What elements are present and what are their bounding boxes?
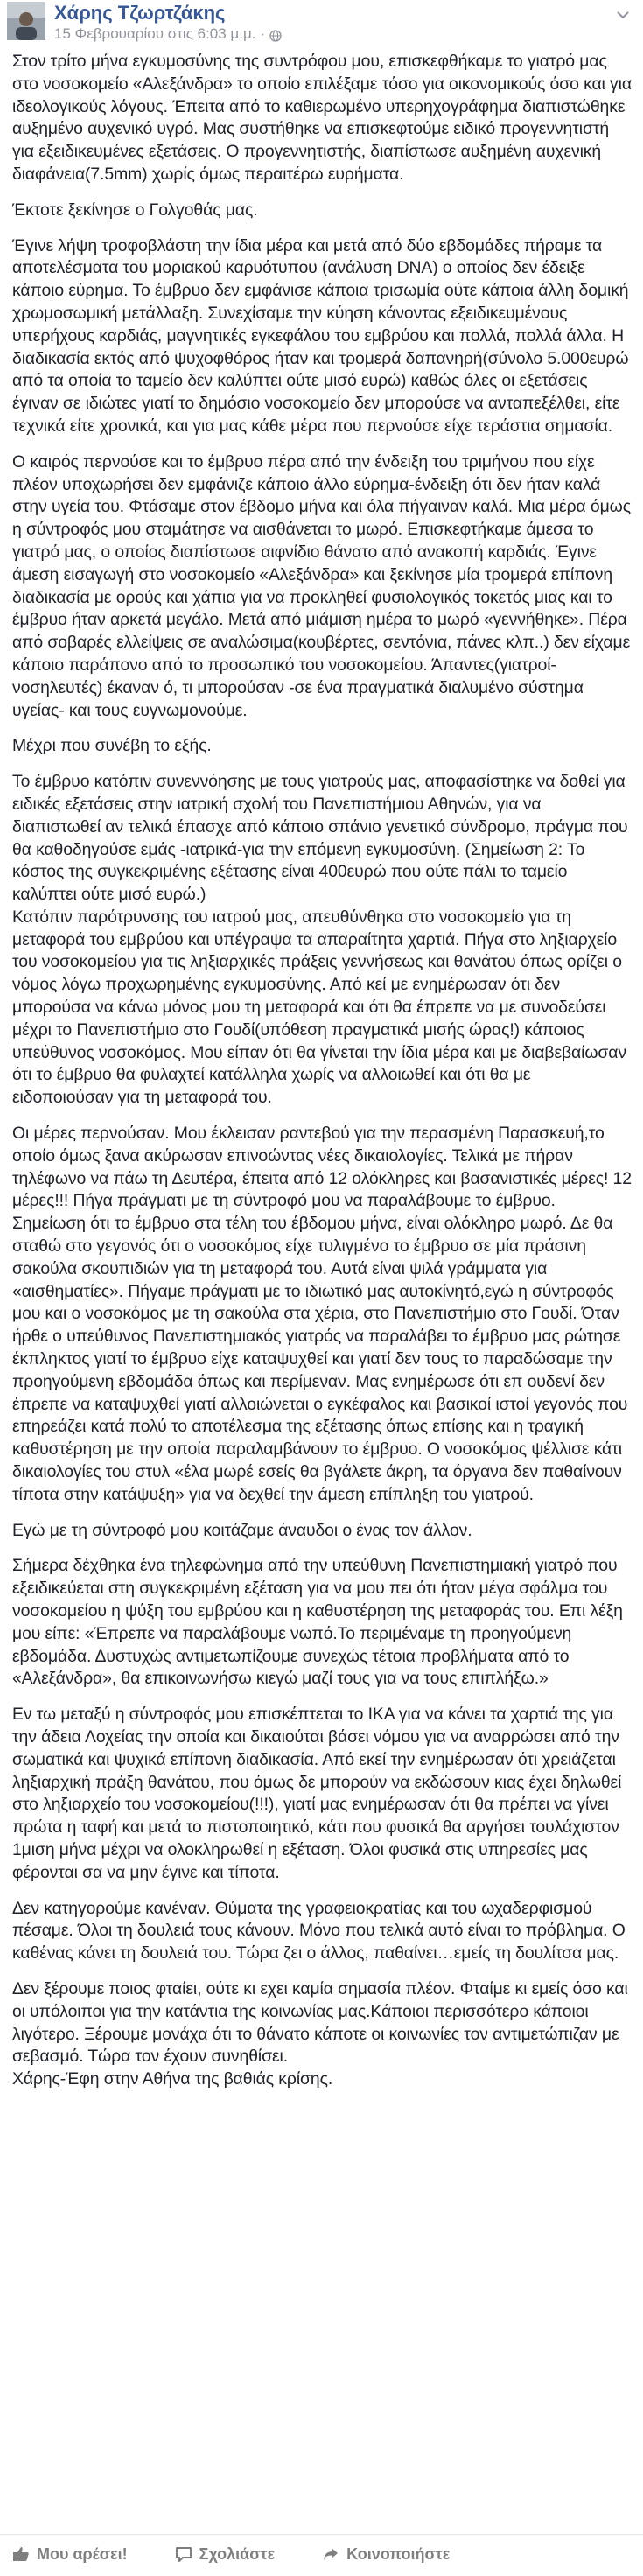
post-header <box>0 0 643 54</box>
post-timestamp[interactable]: 15 Φεβρουαρίου στις 6:03 μ.μ. <box>54 25 256 42</box>
post-paragraph: Στον τρίτο μήνα εγκυμοσύνης της συντρόφου μου, επισκεφθήκαμε το γιατρό μας στο νοσοκομείο «Αλεξάνδρα» το οποίο επιλέξαμε τόσο για οικονομικούς όσο και για ιδεολογικούς λόγους. Έπειτα από το καθιερωμένο υπερηχογράφημα διαπιστώθηκε αυξημένο αυχενικό υγρό. Μας συστήθηκε να επισκεφτούμε ειδικό προγεννητιστή για εξειδικευμένες εξετάσεις. Ο προγεννητιστής, διαπίστωσε αυξημένη αυχενική διαφάνεια(7.5mm) χωρίς όμως περαιτέρω ευρήματα. <box>12 52 632 184</box>
post-paragraph: Δεν κατηγορούμε κανέναν. Θύματα της γραφειοκρατίας και του ωχαδερφισμού πέσαμε. Όλοι τη δουλειά τους κάνουν. Μόνο που τελικά αυτό είναι το πρόβλημα. Ο καθένας κάνει τη δουλειά του. Τώρα ζει ο άλλος, παθαίνει…εμείς τη δουλίτσα μας. <box>12 1898 626 1964</box>
author-name[interactable]: Χάρης Τζωρτζάκης <box>54 2 226 24</box>
avatar-photo-icon <box>7 2 45 40</box>
author-block <box>54 2 282 44</box>
post-body <box>12 51 632 2104</box>
post-paragraph: Έγινε λήψη τροφοβλάστη την ίδια μέρα και μετά από δύο εβδομάδες πήραμε τα αποτελέσματα του μοριακού καρυότυπου (ανάλυση DNA) ο οποίος δεν έδειξε κάποιο εύρημα. Το έμβρυο δεν εμφάνισε κάποια τρισωμία ούτε κάποια άλλη δομική χρωμοσωμική μετάλλαξη. Συνεχίσαμε την κύηση κάνοντας εξειδικευμένους υπερήχους καρδιάς, μαγνητικές εγκεφάλου του εμβρύου και πολλά, πολλά άλλα. Η διαδικασία εκτός από ψυχοφθόρος ήταν και τρομερά δαπανηρή(σύνολο 5.000ευρώ από τα οποία το ταμείο δεν καλύπτει ούτε μισό ευρώ) καθώς όλες οι εξετάσεις έγιναν σε ιδιώτες γιατί το δημόσιο νοσοκομείο δεν μπορούσε να ανταπεξέλθει, είτε τεχνικά είτε χρονικά, και για μας κάθε μέρα που περνούσε είχε τεράστια σημασία. <box>12 235 629 436</box>
post-paragraph: Εν τω μεταξύ η σύντροφός μου επισκέπτεται το ΙΚΑ για να κάνει τα χαρτιά της για την άδεια Λοχείας την οποία και δικαιούται βάσει νόμου για να αναρρώσει από την σωματικά και ψυχικά επίπονη διαδικασία. Από εκεί την ενημέρωσαν ότι χρειάζεται ληξιαρχική πράξη θανάτου, που όμως δε μπορούν να εκδώσουν κιας έχει δηλωθεί στο ληξιαρχείο του νοσοκομείου(!!!), γιατί μας ενημέρωσαν ότι θα πρέπει να γίνει πρώτα η ταφή και μετά το πιστοποιητικό, κάτι που φυσικά θα αργήσει τουλάχιστον 1μιση μήνα μέχρι να ολοκληρωθεί η εξέταση. Όλοι φυσικά στις υπηρεσίες μας φέρονται σα να μην έγινε και τίποτα. <box>12 1704 622 1882</box>
post-paragraph: Οι μέρες περνούσαν. Μου έκλεισαν ραντεβού για την περασμένη Παρασκευή,το οποίο όμως ξανα ακύρωσαν επινοώντας νέες δικαιολογίες. Τελικά με πήραν τηλέφωνο να πάω τη Δευτέρα, έπειτα από 12 ολόκληρες και βασανιστικές μέρες! 12 μέρες!!! Πήγα πράγματι με τη σύντροφό μου να παραλάβουμε το έμβρυο. Σημείωση ότι το έμβρυο στα τέλη του έβδομου μήνα, είναι ολόκληρο μωρό. Δε θα σταθώ στο γεγονός ότι ο νοσοκόμος είχε τυλιγμένο το έμβρυο σε μία πράσινη σακούλα σκουπιδιών για τη μεταφορά του. Αυτά είναι ψιλά γράμματα για «αισθηματίες». Πήγαμε πράγματι με το ιδιωτικό μας αυτοκίνητό,εγώ η σύντροφός μου και ο νοσοκόμος με τη σακούλα στα χέρια, στο Πανεπιστήμιο στο Γουδί. Όταν ήρθε ο υπεύθυνος Πανεπιστημιακός γιατρός να παραλάβει το έμβρυο μας ρώτησε έκπληκτος γιατί το έμβρυο είχε καταψυχθεί και γιατί δεν τους το παραδώσαμε την προηγούμενη εβδομάδα όπως και περίμεναν. Μας ενημέρωσε ότι επ ουδενί δεν έπρεπε να καταψυχθεί γιατί αλλοιώνεται ο εγκέφαλος και βασικοί ιστοί γεγονός που επηρεάζει κατά πολύ το αποτέλεσμα της εξέτασης όπως επίσης και η τραγική καθυστέρηση με την οποία παραλαμβάνουν το έμβρυο. Ο νοσοκόμος ψέλλισε κάτι δικαιολογίες του στυλ «έλα μωρέ εσείς θα βγάλετε άκρη, τα όργανα δεν παθαίνουν τίποτα στην κατάψυξη» για να δεχθεί την άμεση επίπληξη του γιατρού. <box>12 1124 632 1504</box>
thumbs-up-icon <box>12 2545 30 2563</box>
post-paragraph: Έκτοτε ξεκίνησε ο Γολγοθάς μας. <box>12 200 258 220</box>
post-paragraph: Ο καιρός περνούσε και το έμβρυο πέρα από την ένδειξη του τριμήνου που είχε πλέον υποχωρήσει δεν εμφάνιζε κάποιο άλλο εύρημα-ένδειξη ότι δεν ήταν καλά στην υγεία του. Φτάσαμε στον έβδομο μήνα και όλα πήγαιναν καλά. Μια μέρα όμως η σύντροφός μου σταμάτησε να αισθάνεται το μωρό. Επισκεφτήκαμε άμεσα το γιατρό μας, ο οποίος διαπίστωσε αιφνίδιο θάνατο από ανακοπή καρδιάς. Έγινε άμεση εισαγωγή στο νοσοκομείο «Αλεξάνδρα» και ξεκίνησε μία τρομερά επίπονη διαδικασία με ορούς και χάπια για να προκληθεί φυσιολογικός τοκετός μιας και το έμβρυο ήταν αρκετά μεγάλο. Μετά από μιάμιση ημέρα το μωρό «γεννήθηκε». Πέρα από σοβαρές ελλείψεις σε αναλώσιμα(κουβέρτες, σεντόνια, πάνες κλπ..) δεν είχαμε κάποιο παράπονο από το προσωπικό του νοσοκομείου. Άπαντες(γιατροί-νοσηλευτές) έκαναν ό, τι μπορούσαν -σε ένα πραγματικά διαλυμένο σύστημα υγείας- και τους ευγνωμονούμε. <box>12 452 631 720</box>
like-button[interactable] <box>12 2545 128 2564</box>
author-avatar[interactable] <box>7 2 45 40</box>
meta-separator: · <box>260 25 266 42</box>
share-icon <box>322 2545 339 2563</box>
post-paragraph: Εγώ με τη σύντροφό μου κοιτάζαμε άναυδοι ο ένας τον άλλον. <box>12 1520 472 1540</box>
comment-icon <box>175 2545 192 2563</box>
chevron-down-icon[interactable] <box>613 5 633 24</box>
post-paragraph: Μέχρι που συνέβη το εξής. <box>12 736 212 756</box>
globe-icon[interactable] <box>269 28 282 40</box>
post-paragraph: Σήμερα δέχθηκα ένα τηλεφώνημα από την υπεύθυνη Πανεπιστημιακή γιατρό που εξειδικεύεται στη συγκεκριμένη εξέταση για να μου πει ότι ήταν μέγα σφάλμα του νοσοκομείου η ψύξη του εμβρύου και η καθυστέρηση της μεταφοράς του. Επι λέξη μου είπε: «Έπρεπε να παραλάβουμε νωπό.Το περιμέναμε τη προηγούμενη εβδομάδα. Δυστυχώς αντιμετωπίζουμε συνεχώς τέτοια προβλήματα από το «Αλεξάνδρα», θα επικοινωνήσω κιεγώ μαζί τους για να τους επιπλήξω.» <box>12 1556 623 1689</box>
post-meta <box>54 24 282 44</box>
comment-label: Σχολιάστε <box>199 2544 276 2563</box>
post-paragraph: Δεν ξέρουμε ποιος φταίει, ούτε κι εχει καμία σημασία πλέον. Φταίμε κι εμείς όσο και οι υπόλοιποι για την κατάντια της κοινωνίας μας.Κάποιοι περισσότερο κάποιοι λιγότερο. Ξέρουμε μονάχα ότι το θάνατο κάποτε οι κοινωνίες τον αντιμετώπιζαν με σεβασμό. Τώρα τον έχουν συνηθίσει. Χάρης-Έφη στην Αθήνα της βαθιάς κρίσης. <box>12 1978 628 2090</box>
like-label: Μου αρέσει! <box>37 2544 128 2563</box>
comment-button[interactable] <box>175 2545 275 2564</box>
post-paragraph: Το έμβρυο κατόπιν συνεννόησης με τους γιατρούς μας, αποφασίστηκε να δοθεί για ειδικές εξετάσεις στην ιατρική σχολή του Πανεπιστήμιου Αθηνών, για να διαπιστωθεί αν τελικά έπασχε από κάποιο σπάνιο γενετικό σύνδρομο, πράγμα που θα καθοδηγούσε εμάς -ιατρικά-για την επόμενη εγκυμοσύνη. (Σημείωση 2: Το κόστος της συγκεκριμένης εξέτασης είναι 400ευρώ που ούτε πάλι το ταμείο καλύπτει ούτε μισό ευρώ.) Κατόπιν παρότρυνσης του ιατρού μας, απευθύνθηκα στο νοσοκομείο για τη μεταφορά του εμβρύου και υπέγραψα τα απαραίτητα χαρτιά. Πήγα στο ληξιαρχείο του νοσοκομείου για τις ληξιαρχικές πράξεις γεννήσεως και θανάτου όπως ορίζει ο νόμος λόγω προχωρημένης εγκυμοσύνης. Από κεί με ενημέρωσαν ότι δεν μπορούσα να κάνω μόνος μου τη μεταφορά και ότι θα έπρεπε να με συνοδεύσει μέχρι το Πανεπιστήμιο στο Γουδί(υπόθεση πραγματικά μισής ώρας!) κάποιος υπεύθυνος νοσοκόμος. Μου είπαν ότι θα γίνεται την ίδια μέρα και με διαβεβαίωσαν ότι το έμβρυο θα φυλαχτεί κατάλληλα χωρίς να αλλοιωθεί και ότι θα με ειδοποιούσαν για τη μεταφορά του. <box>12 772 628 1108</box>
post-actions-bar <box>0 2534 643 2573</box>
share-button[interactable] <box>322 2545 450 2564</box>
share-label: Κοινοποιήστε <box>346 2544 451 2563</box>
